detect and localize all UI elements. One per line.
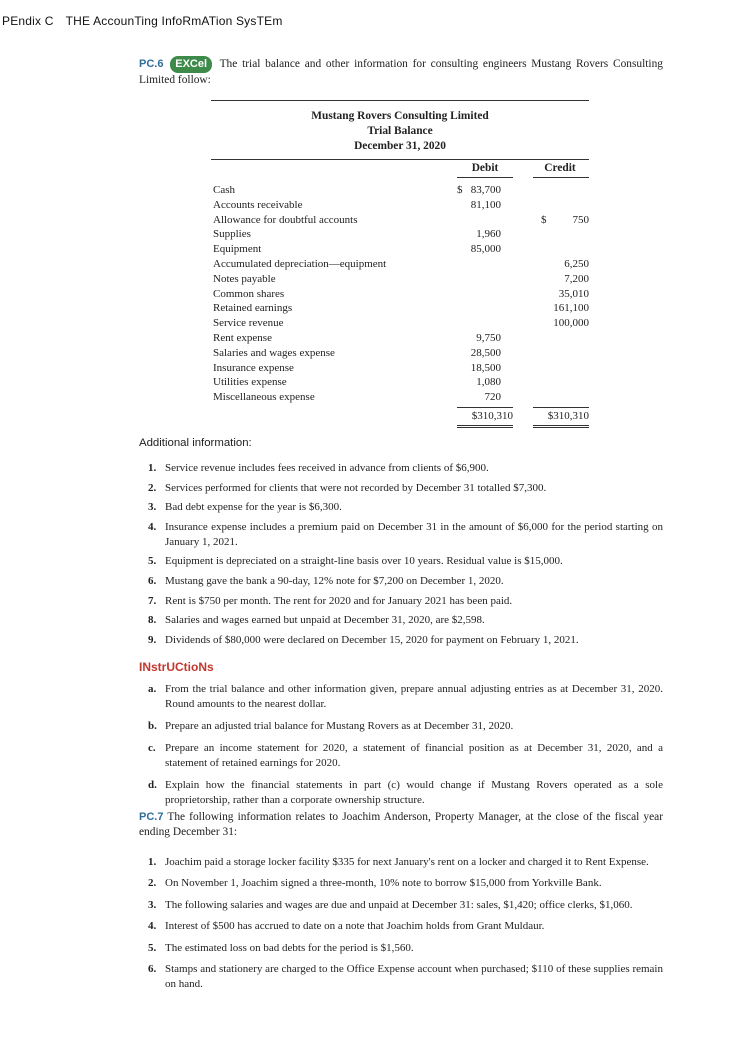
list-item: [148, 574, 663, 589]
pc7-list: [148, 855, 663, 998]
credit-total-rule: [533, 407, 589, 408]
excel-badge: EXCel: [170, 56, 212, 73]
debit-amount: 85,000: [470, 243, 501, 256]
trial-balance-column-headers: [211, 160, 589, 178]
account-name: Supplies: [213, 228, 251, 241]
list-item: [148, 876, 663, 891]
list-item: [148, 919, 663, 934]
trial-balance-title: Trial Balance: [367, 125, 433, 137]
trial-balance-row: [211, 301, 589, 316]
trial-balance-top-rule: [211, 100, 589, 101]
pc7-intro-text: The following information relates to Joachim Anderson, Property Manager, at the close of the fiscal year ending December 31:: [139, 811, 663, 838]
debit-amount: 28,500: [470, 346, 501, 359]
total-credit: $310,310: [547, 409, 589, 422]
trial-balance-row: [211, 361, 589, 376]
list-item-text: Joachim paid a storage locker facility $335 for next January's rent on a locker and charged it to Rent Expense.: [165, 856, 649, 868]
pc6-intro: [139, 56, 663, 88]
list-item: [148, 719, 663, 734]
list-item: [148, 778, 663, 808]
trial-balance-row: [211, 227, 589, 242]
list-item-number: a.: [148, 683, 157, 695]
trial-balance-row: [211, 272, 589, 287]
credit-amount: 6,250: [564, 257, 589, 270]
debit-amount: 18,500: [470, 361, 501, 374]
list-item-text: The following salaries and wages are due and unpaid at December 31: sales, $1,420; office clerks, $1,060.: [165, 898, 633, 911]
trial-balance-row: [211, 287, 589, 302]
debit-header: Debit: [471, 162, 499, 174]
list-item: [148, 613, 663, 628]
credit-header-underline: [533, 177, 589, 178]
trial-balance-date: December 31, 2020: [354, 140, 446, 152]
list-item: [148, 520, 663, 550]
list-item: [148, 682, 663, 712]
list-item: [148, 461, 663, 476]
list-item-number: c.: [148, 742, 156, 754]
trial-balance-row: [211, 257, 589, 272]
pc7-intro-block: [139, 810, 663, 840]
list-item-text: Mustang gave the bank a 90-day, 12% note for $7,200 on December 1, 2020.: [165, 574, 504, 587]
list-item-number: 6.: [148, 574, 157, 587]
account-name: Cash: [213, 184, 235, 196]
list-item-text: Stamps and stationery are charged to the Office Expense account when purchased; $110 of these supplies remain on hand.: [165, 962, 663, 990]
list-item-number: 2.: [148, 877, 157, 890]
list-item-text: Prepare an income statement for 2020, a statement of financial position as at December 31, 2020, and a statement of retained earnings for 2020.: [165, 742, 663, 769]
list-item-text: From the trial balance and other information given, prepare annual adjusting entries as at December 31, 2020. Round amounts to the nearest dollar.: [165, 683, 663, 710]
account-name: Insurance expense: [213, 361, 294, 374]
account-name: Accounts receivable: [213, 198, 303, 211]
list-item: [148, 554, 663, 569]
list-item-number: 5.: [148, 555, 157, 568]
instructions-title: INstrUCtioNs: [139, 660, 214, 674]
trial-balance-row: [211, 242, 589, 257]
debit-header-underline: [457, 177, 513, 178]
list-item: [148, 962, 663, 992]
trial-balance-row: [211, 331, 589, 346]
debit-amount: 1,960: [476, 228, 501, 241]
trial-balance-heading: [211, 109, 589, 154]
trial-balance-row: [211, 390, 589, 405]
list-item-text: Dividends of $80,000 were declared on December 15, 2020 for payment on February 1, 2021.: [165, 633, 579, 646]
list-item-text: Prepare an adjusted trial balance for Mustang Rovers as at December 31, 2020.: [165, 720, 514, 732]
account-name: Miscellaneous expense: [213, 391, 315, 404]
list-item: [148, 594, 663, 609]
list-item-number: 6.: [148, 962, 157, 975]
pc7-number: PC.7: [139, 811, 164, 823]
account-name: Notes payable: [213, 272, 276, 285]
list-item-number: 2.: [148, 481, 157, 494]
debit-currency: $: [457, 184, 463, 196]
list-item-number: 3.: [148, 501, 157, 514]
account-name: Service revenue: [213, 317, 284, 330]
list-item: [148, 898, 663, 913]
debit-amount: 81,100: [470, 198, 501, 211]
instructions-list: [148, 682, 663, 815]
list-item: [148, 500, 663, 515]
list-item-number: 3.: [148, 898, 157, 911]
list-item-number: 9.: [148, 633, 157, 646]
debit-total-rule: [457, 407, 513, 408]
list-item-text: Equipment is depreciated on a straight-line basis over 10 years. Residual value is $15,000.: [165, 555, 563, 568]
trial-balance-company: Mustang Rovers Consulting Limited: [311, 110, 489, 122]
trial-balance-row: [211, 375, 589, 390]
additional-info-heading: Additional information:: [139, 437, 252, 449]
account-name: Common shares: [213, 287, 285, 300]
list-item-text: Insurance expense includes a premium paid on December 31 in the amount of $6,000 for the period starting on January 1, 2021.: [165, 520, 663, 548]
list-item-text: Interest of $500 has accrued to date on a note that Joachim holds from Grant Muldaur.: [165, 920, 545, 933]
list-item-number: 1.: [148, 856, 157, 868]
trial-balance-row: [211, 183, 589, 198]
list-item-text: On November 1, Joachim signed a three-month, 10% note to borrow $15,000 from Yorkville Bank.: [165, 877, 602, 890]
list-item-number: 5.: [148, 941, 157, 954]
credit-currency: $: [541, 213, 547, 226]
credit-header: Credit: [544, 162, 576, 174]
account-name: Allowance for doubtful accounts: [213, 213, 358, 226]
debit-double-rule-2: [457, 427, 513, 428]
account-name: Utilities expense: [213, 376, 287, 389]
credit-amount: 161,100: [553, 302, 589, 315]
credit-amount: 750: [572, 213, 589, 226]
pc6-intro-text: The trial balance and other information for consulting engineers Mustang Rovers Consulting Limited follow:: [139, 58, 663, 86]
total-debit: $310,310: [471, 409, 513, 422]
account-name: Salaries and wages expense: [213, 346, 335, 359]
list-item-number: b.: [148, 720, 157, 732]
list-item-number: 4.: [148, 520, 157, 533]
trial-balance-totals: [211, 407, 589, 429]
list-item: [148, 941, 663, 956]
debit-double-rule: [457, 425, 513, 426]
list-item-text: Service revenue includes fees received in advance from clients of $6,900.: [165, 462, 489, 474]
list-item-number: 1.: [148, 462, 157, 474]
debit-amount: 1,080: [476, 376, 501, 389]
list-item-number: 7.: [148, 594, 157, 607]
pc6-number: PC.6: [139, 58, 164, 70]
account-name: Retained earnings: [213, 302, 293, 315]
list-item: [148, 855, 663, 870]
trial-balance-row: [211, 198, 589, 213]
trial-balance: [211, 100, 589, 429]
list-item-text: Explain how the financial statements in part (c) would change if Mustang Rovers operated as a sole proprietorship, rather than a corporate ownership structure.: [165, 779, 663, 806]
list-item-number: 4.: [148, 920, 157, 933]
pc6-intro-block: [139, 56, 663, 88]
list-item-text: Rent is $750 per month. The rent for 2020 and for January 2021 has been paid.: [165, 594, 513, 607]
debit-amount: 720: [484, 391, 501, 404]
debit-amount: 83,700: [470, 184, 501, 196]
debit-amount: 9,750: [476, 331, 501, 344]
list-item-number: 8.: [148, 614, 157, 627]
credit-amount: 7,200: [564, 272, 589, 285]
running-head-chapter: THE AccounTing InfoRmATion SysTEm: [65, 14, 283, 28]
list-item-number: d.: [148, 779, 157, 791]
additional-info-list: [148, 461, 663, 652]
list-item: [148, 481, 663, 496]
pc7-intro: [139, 810, 663, 840]
list-item-text: The estimated loss on bad debts for the period is $1,560.: [165, 941, 414, 954]
credit-double-rule: [533, 425, 589, 426]
list-item-text: Services performed for clients that were not recorded by December 31 totalled $7,300.: [165, 481, 547, 494]
account-name: Equipment: [213, 243, 262, 256]
credit-amount: 35,010: [558, 287, 589, 300]
account-name: Rent expense: [213, 331, 272, 344]
credit-amount: 100,000: [553, 317, 589, 330]
trial-balance-rows: [211, 183, 589, 405]
list-item: [148, 741, 663, 771]
credit-double-rule-2: [533, 427, 589, 428]
trial-balance-row: [211, 213, 589, 228]
running-head: [2, 14, 283, 28]
trial-balance-row: [211, 346, 589, 361]
list-item-text: Bad debt expense for the year is $6,300.: [165, 501, 342, 514]
account-name: Accumulated depreciation—equipment: [213, 257, 387, 270]
running-head-appendix: PEndix C: [2, 14, 54, 28]
trial-balance-row: [211, 316, 589, 331]
list-item-text: Salaries and wages earned but unpaid at December 31, 2020, are $2,598.: [165, 614, 485, 627]
list-item: [148, 633, 663, 648]
